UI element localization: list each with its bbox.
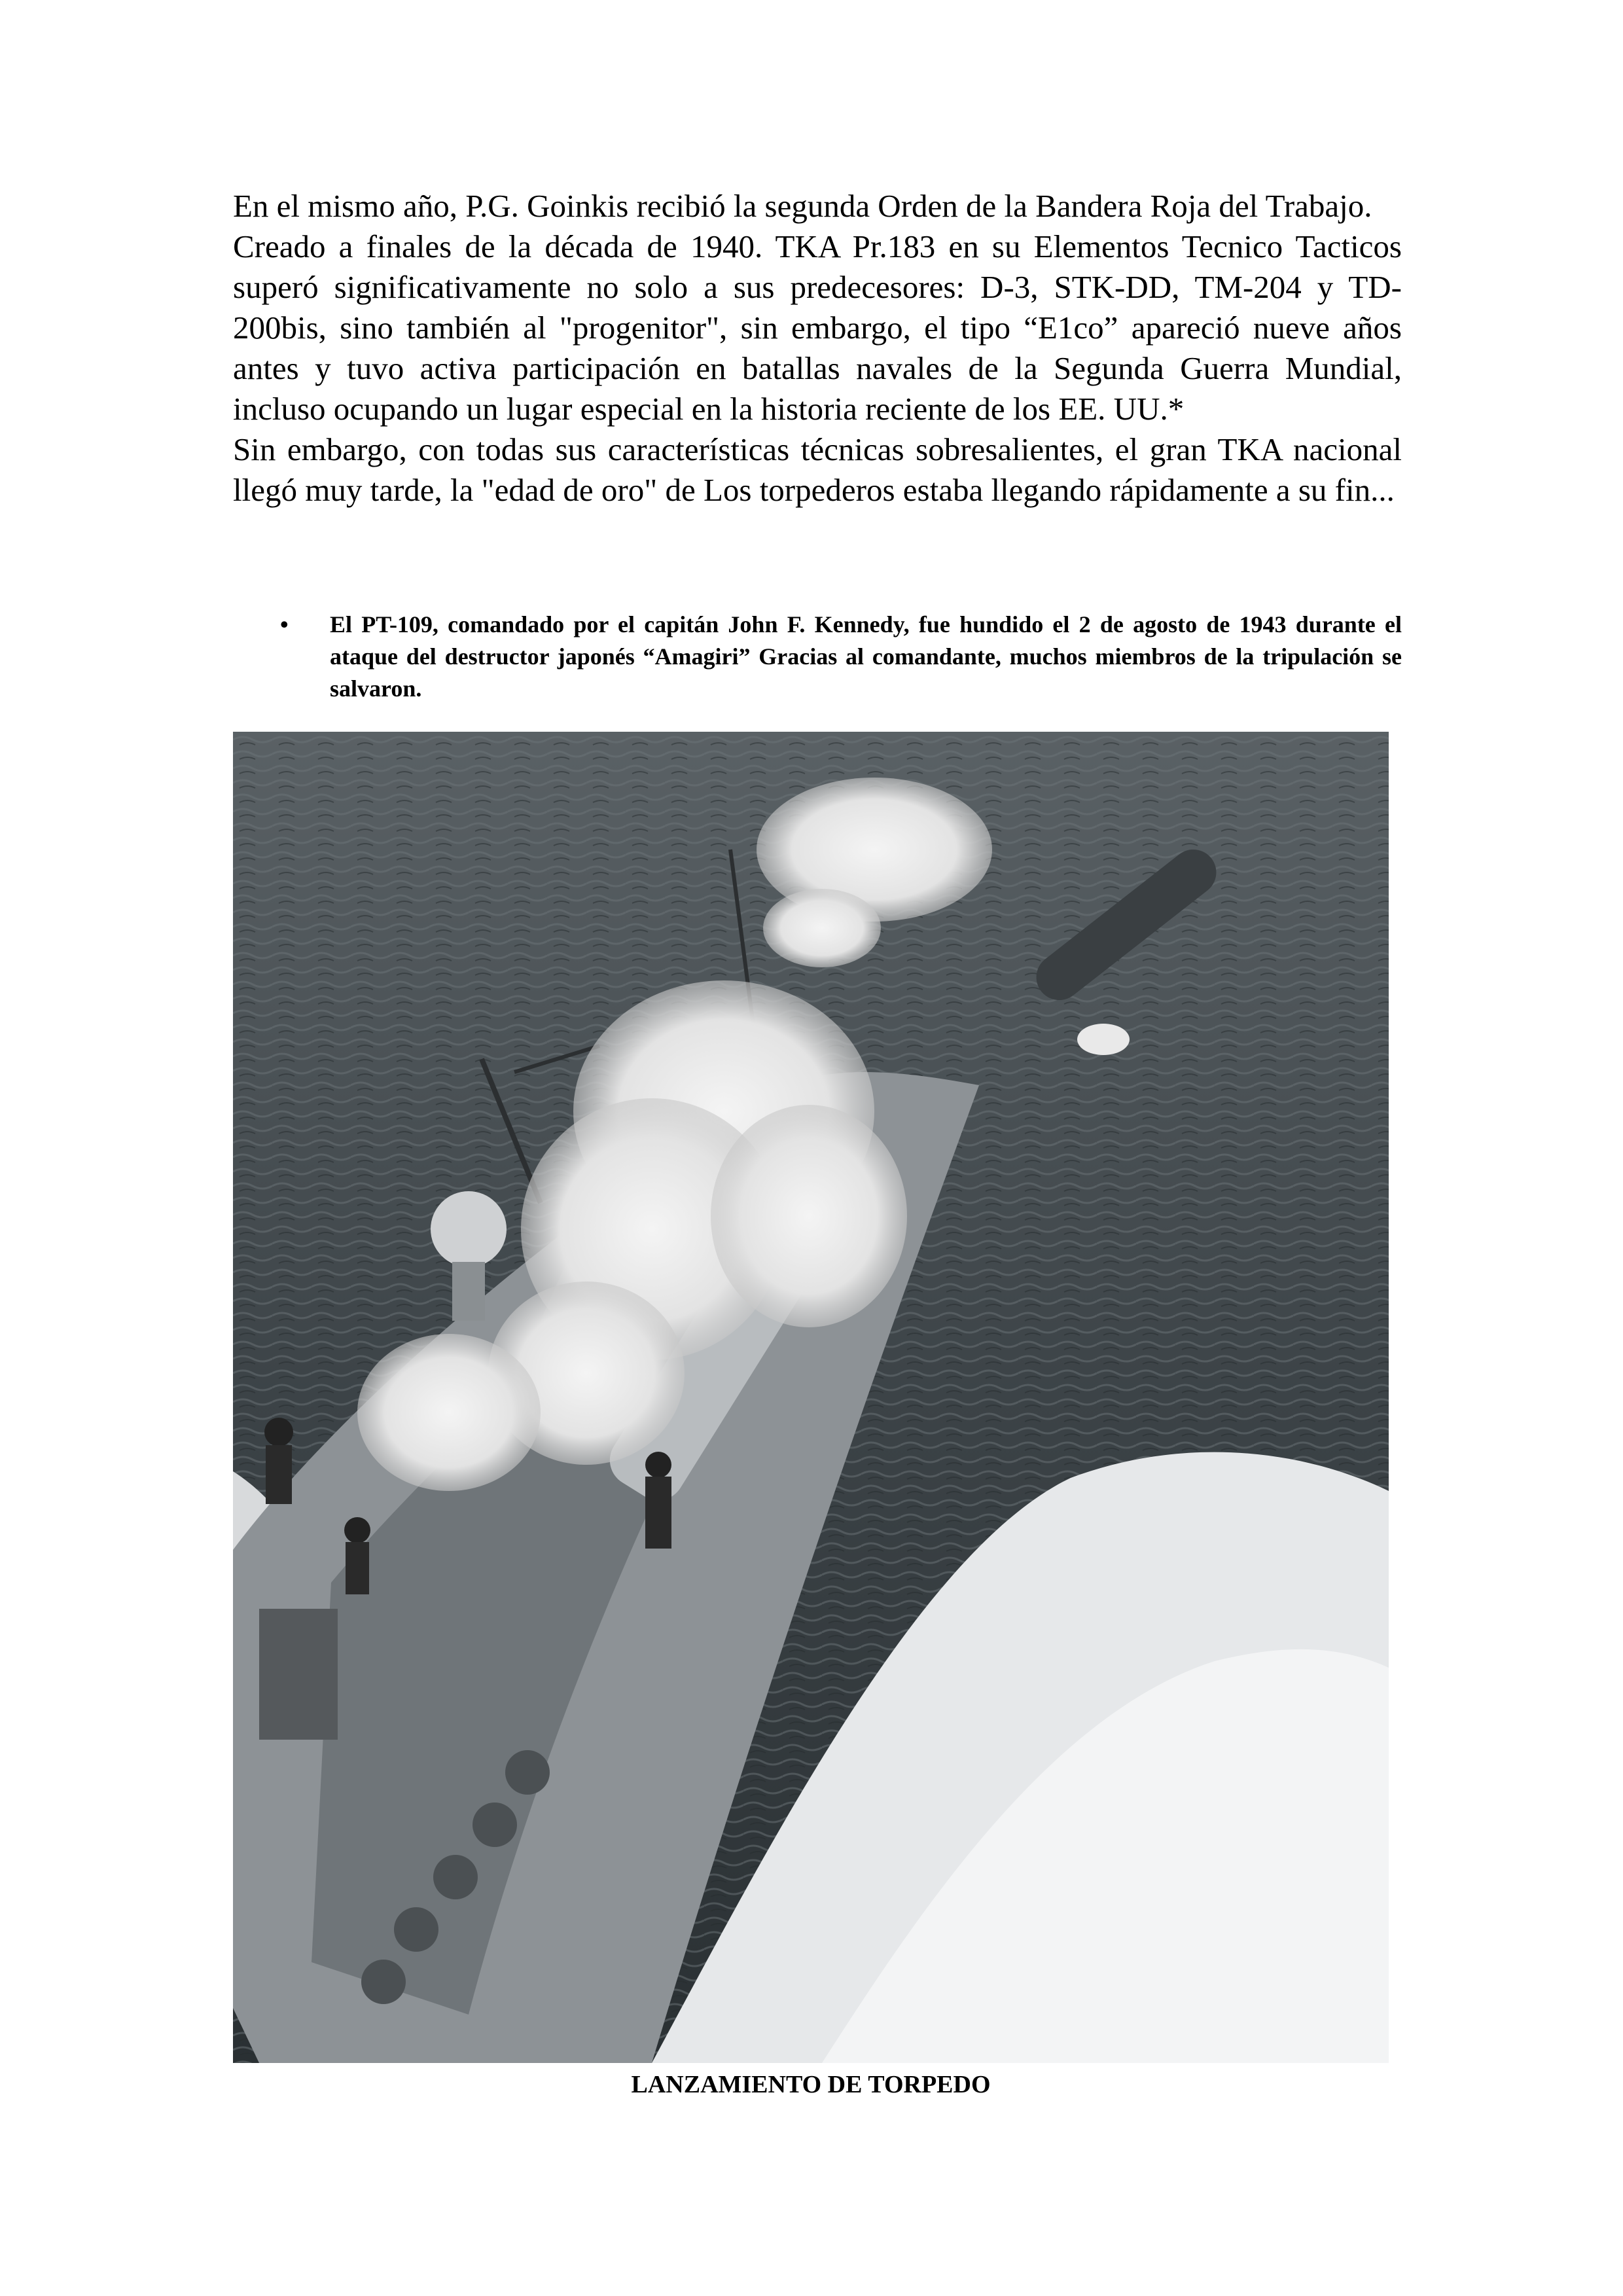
paragraph-tka-pr183: Creado a finales de la década de 1940. TKA Pr.183 en su Elementos Tecnico Tacticos superó significativamente no solo a sus predecesores: D-3, STK-DD, TM-204 y TD-200bis, sino también al "progenitor", sin embargo, el tipo “E1co” apareció nueve años antes y tuvo activa participación en batallas navales de la Segunda Guerra Mundial, incluso ocupando un lugar especial en la historia reciente de los EE. UU.* (233, 228, 1402, 427)
figure-caption: LANZAMIENTO DE TORPEDO (631, 2071, 991, 2098)
torpedo-launch-photo (233, 732, 1389, 2063)
paragraph-edad-de-oro: Sin embargo, con todas sus características técnicas sobresalientes, el gran TKA nacional llegó muy tarde, la "edad de oro" de Los torpederos estaba llegando rápidamente a su fin... (233, 431, 1402, 508)
body-text (233, 186, 1402, 511)
footnote-text: El PT-109, comandado por el capitán John F. Kennedy, fue hundido el 2 de agosto de 1943 durante el ataque del destructor japonés “Amagiri” Gracias al comandante, muchos miembros de la tripulación se salvaron. (330, 611, 1402, 702)
bullet-icon: • (280, 611, 289, 637)
footnote (233, 609, 1402, 705)
paragraph-orden-bandera-roja: En el mismo año, P.G. Goinkis recibió la segunda Orden de la Bandera Roja del Trabajo. (233, 188, 1372, 224)
